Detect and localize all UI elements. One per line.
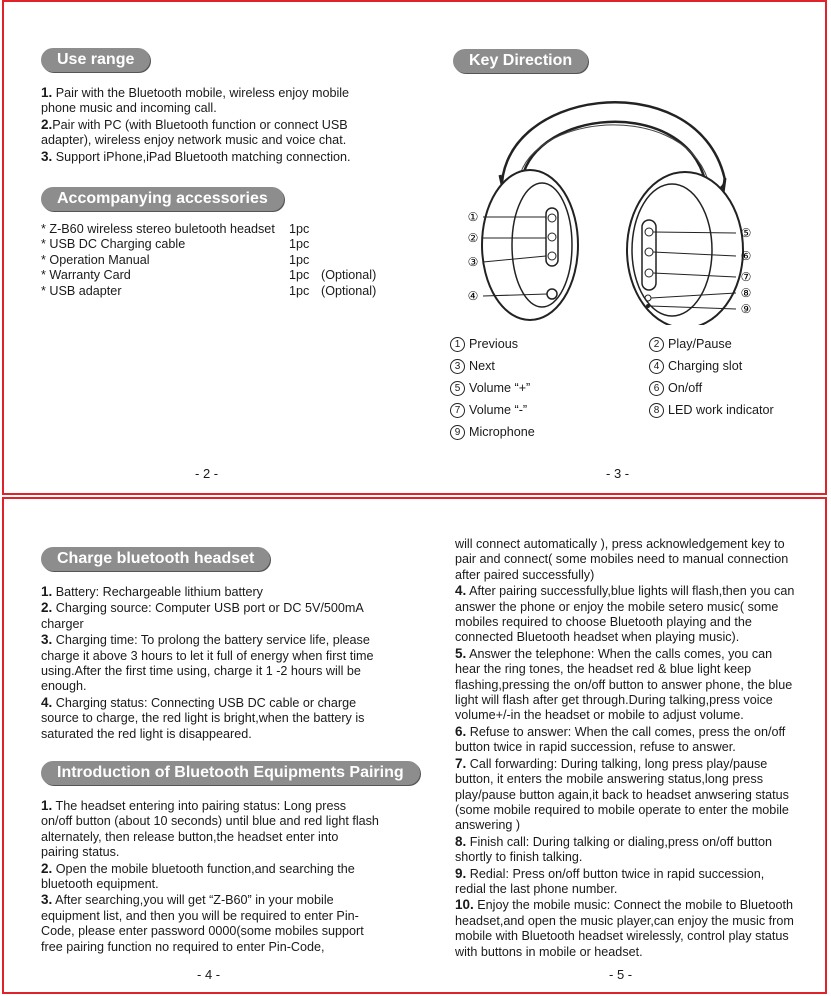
instruction-item: 6. Refuse to answer: When the call comes, press the on/off button twice in rapid succession, refuse to answer. [455, 723, 786, 755]
accessories-list [41, 222, 391, 299]
charge-list [41, 584, 379, 742]
page-number: - 2 - [195, 466, 219, 481]
charge-item: 4. Charging status: Connecting USB DC cable or charge source to charge, the red light is bright,when the battery is saturated the red light is disappeared. [41, 694, 365, 741]
pairing-item: 1. The headset entering into pairing status: Long press on/off button (about 10 seconds) until blue and red light flash alternately, then release button,the headset enter into pairing status. [41, 798, 379, 860]
charge-item: 1. Battery: Rechargeable lithium battery [41, 584, 263, 599]
accessory-row: * Operation Manual 1pc [41, 252, 310, 267]
accessories-heading: Accompanying accessories [41, 187, 284, 211]
pairing-item: 2. Open the mobile bluetooth function,and searching the bluetooth equipment. [41, 860, 355, 892]
page5-text [455, 537, 795, 960]
use-range-item: 3. Support iPhone,iPad Bluetooth matching connection. [41, 148, 351, 164]
legend-item: 7 Volume “-” [450, 399, 535, 421]
key-legend-right [649, 333, 774, 421]
use-range-item: 1. Pair with the Bluetooth mobile, wireless enjoy mobile phone music and incoming call. [41, 85, 350, 116]
use-range-heading: Use range [41, 48, 150, 72]
legend-item: 1 Previous [450, 333, 535, 355]
headset-diagram [460, 80, 790, 325]
callout-4: ④ [467, 289, 479, 303]
use-range-list [41, 85, 371, 165]
callout-5: ⑤ [740, 226, 752, 240]
legend-item: 3 Next [450, 355, 535, 377]
legend-item: 6 On/off [649, 377, 774, 399]
callout-3: ③ [467, 255, 479, 269]
pairing-heading: Introduction of Bluetooth Equipments Pairing [41, 761, 420, 785]
key-direction-heading: Key Direction [453, 49, 588, 73]
accessory-row: * USB adapter 1pc (Optional) [41, 283, 377, 298]
page-number: - 5 - [609, 967, 633, 982]
instruction-item: 8. Finish call: During talking or dialing,press on/off button shortly to finish talking. [455, 833, 772, 865]
pairing-item: 3. After searching,you will get “Z-B60” in your mobile equipment list, and then you will be required to enter Pin-Code, please enter password 0000(some mobiles support free pairing function no required to enter Pin-Code, [41, 892, 364, 954]
accessory-row: * Warranty Card 1pc (Optional) [41, 268, 377, 283]
legend-item: 8 LED work indicator [649, 399, 774, 421]
callout-2: ② [467, 231, 479, 245]
callout-7: ⑦ [740, 270, 752, 284]
accessory-row: * Z-B60 wireless stereo buletooth headset 1pc [41, 222, 310, 236]
charge-item: 3. Charging time: To prolong the battery service life, please charge it above 3 hours to let it full of energy when first time using.After the first time using, charge it 1 -2 hours will be enough. [41, 632, 374, 694]
legend-item: 4 Charging slot [649, 355, 774, 377]
legend-item: 2 Play/Pause [649, 333, 774, 355]
callout-8: ⑧ [740, 286, 752, 300]
continuation-text: will connect automatically ), press acknowledgement key to pair and connect( some mobiles need to manual connection after paired successfully) [455, 537, 789, 582]
legend-item: 9 Microphone [450, 421, 535, 443]
instruction-item: 5. Answer the telephone: When the calls comes, you can hear the ring tones, the headset red & blue light keep flashing,pressing the on/off button to answer phone, the blue light will flash after get through.During talking,press voice volume+/-in the headset or mobile to adjust volume. [455, 645, 793, 723]
legend-item: 5 Volume “+” [450, 377, 535, 399]
charge-heading: Charge bluetooth headset [41, 547, 270, 571]
instruction-item: 7. Call forwarding: During talking, long press play/pause button, it enters the mobile answering status,long press play/pause button again,it back to headset anwsering status (some mobile required to mobile operate to enter the mobile answering ) [455, 755, 789, 833]
callout-1: ① [467, 210, 479, 224]
callout-6: ⑥ [740, 249, 752, 263]
callout-9: ⑨ [740, 302, 752, 316]
page-number: - 3 - [606, 466, 630, 481]
charge-item: 2. Charging source: Computer USB port or DC 5V/500mA charger [41, 600, 364, 631]
key-legend-left [450, 333, 535, 443]
pairing-list [41, 798, 379, 955]
page-number: - 4 - [197, 967, 221, 982]
instruction-item: 10. Enjoy the mobile music: Connect the mobile to Bluetooth headset,and open the music player,can enjoy the music from mobile with Bluetooth headset wirelessly, control play status with buttons in mobile or headset. [455, 897, 794, 959]
use-range-item: 2.Pair with PC (with Bluetooth function or connect USB adapter), wireless enjoy network music and voice chat. [41, 116, 348, 148]
instruction-item: 9. Redial: Press on/off button twice in rapid succession, redial the last phone number. [455, 865, 765, 896]
accessory-row: * USB DC Charging cable 1pc [41, 237, 310, 252]
instruction-item: 4. After pairing successfully,blue lights will flash,then you can answer the phone or enjoy the mobile setero music( some mobiles required to choose Bluetooth playing and the connected Bluetooth headset when playing music). [455, 583, 795, 645]
